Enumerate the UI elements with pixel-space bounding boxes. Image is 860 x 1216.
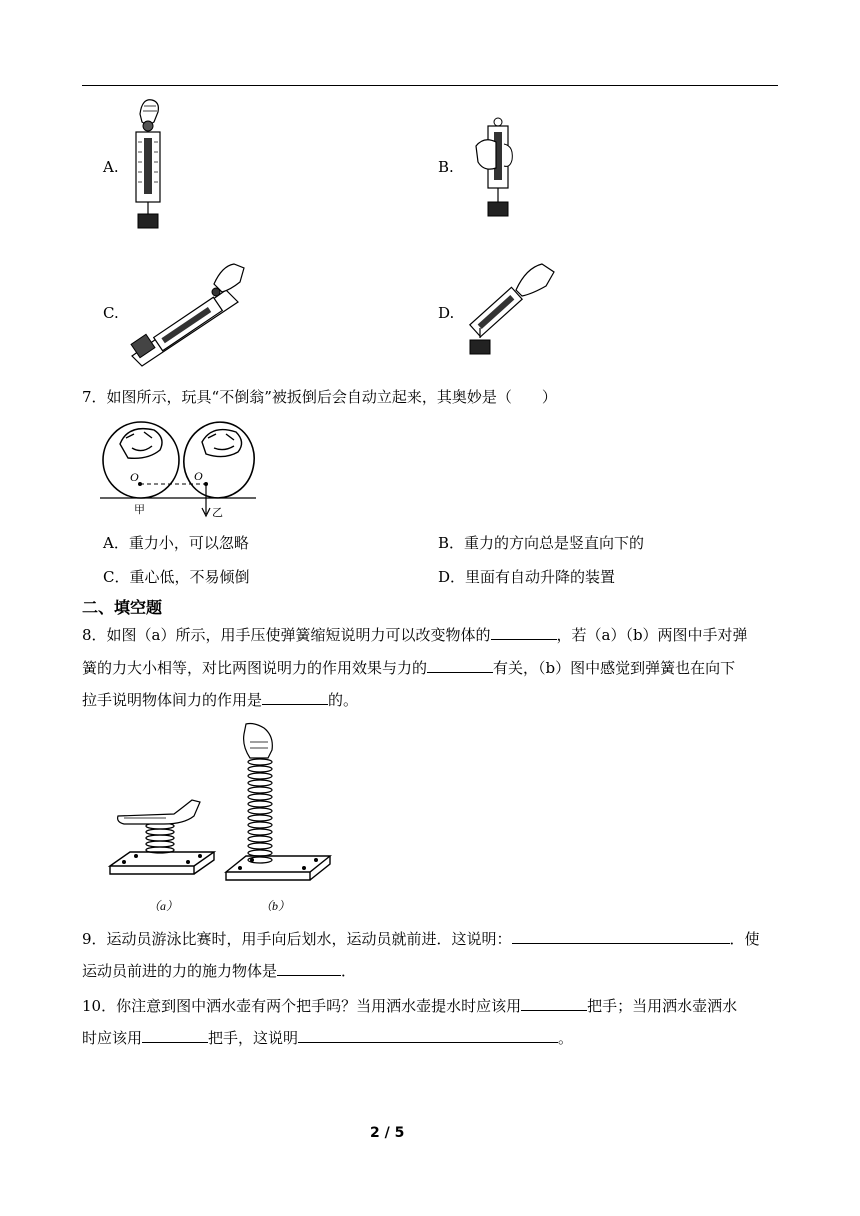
q9-line2-text-a: 运动员前进的力的施力物体是 <box>82 962 278 980</box>
roly-poly-label-yi: 乙 <box>212 506 223 519</box>
q10-line2-text-c: 。 <box>558 1029 574 1047</box>
q6-option-b-label: B. <box>438 158 454 176</box>
q10-line2-text-a: 时应该用 <box>82 1029 143 1047</box>
q8-blank-1[interactable] <box>491 625 557 640</box>
q8-line2-text-b: 有关，（b）图中感觉到弹簧也在向下 <box>493 659 736 677</box>
roly-poly-toy-figure <box>98 420 258 520</box>
q8-line2 <box>82 658 735 678</box>
roly-poly-label-jia: 甲 <box>134 503 145 516</box>
spring-figure-label-b: （b） <box>260 899 291 913</box>
spring-scale-figure-c <box>128 260 246 366</box>
q10-line1 <box>82 996 737 1016</box>
q10-blank-2[interactable] <box>142 1028 208 1043</box>
q10-line2 <box>82 1028 573 1048</box>
q10-blank-1[interactable] <box>521 996 587 1011</box>
spring-scale-figure-a <box>128 96 168 232</box>
spring-figure-label-a: （a） <box>148 899 179 913</box>
q9-line2 <box>82 961 356 981</box>
q8-blank-3[interactable] <box>262 690 328 705</box>
q10-line2-text-b: 把手，这说明 <box>208 1029 299 1047</box>
q6-option-c-label: C. <box>103 304 119 322</box>
q8-line2-text-a: 簧的力大小相等，对比两图说明力的作用效果与力的 <box>82 659 428 677</box>
q6-option-a-label: A. <box>103 158 119 176</box>
q9-blank-1[interactable] <box>512 929 730 944</box>
q9-line1-text-a: 9．运动员游泳比赛时，用手向后划水，运动员就前进．这说明： <box>82 930 512 948</box>
q7-option-b: B．重力的方向总是竖直向下的 <box>438 534 645 552</box>
q7-option-c: C．重心低，不易倾倒 <box>103 568 250 586</box>
q8-line1-text-a: 8．如图（a）所示，用手压使弹簧缩短说明力可以改变物体的 <box>82 626 491 644</box>
page-number: 2 / 5 <box>370 1125 405 1141</box>
q8-line3 <box>82 690 358 710</box>
q9-line1 <box>82 929 760 949</box>
q8-line1 <box>82 625 748 645</box>
spring-experiment-figure <box>104 722 334 918</box>
q7-option-a: A．重力小，可以忽略 <box>103 534 249 552</box>
q9-blank-2[interactable] <box>277 961 341 976</box>
q7-stem: 7．如图所示，玩具“不倒翁”被扳倒后会自动立起来，其奥妙是（ ） <box>82 388 557 406</box>
q8-line1-text-b: ，若（a）（b）两图中手对弹 <box>556 626 748 644</box>
q7-option-d: D．里面有自动升降的装置 <box>438 568 616 586</box>
q10-line1-text-a: 10．你注意到图中洒水壶有两个把手吗？当用洒水壶提水时应该用 <box>82 997 522 1015</box>
spring-scale-figure-d <box>466 262 556 356</box>
spring-scale-figure-b <box>474 116 520 218</box>
q9-line1-text-b: ．使 <box>729 930 760 948</box>
q8-line3-text-a: 拉手说明物体间力的作用是 <box>82 691 263 709</box>
q8-blank-2[interactable] <box>427 658 493 673</box>
roly-poly-label-o1: O <box>130 470 139 484</box>
q10-blank-3[interactable] <box>298 1028 558 1043</box>
q9-line2-text-b: ． <box>341 962 357 980</box>
section-title-fill-in-blank: 二、填空题 <box>82 598 163 617</box>
q10-line1-text-b: 把手；当用洒水壶洒水 <box>587 997 738 1015</box>
q8-line3-text-b: 的。 <box>328 691 359 709</box>
header-rule <box>82 85 778 86</box>
q6-option-d-label: D. <box>438 304 455 322</box>
roly-poly-label-o2: O <box>194 469 203 483</box>
